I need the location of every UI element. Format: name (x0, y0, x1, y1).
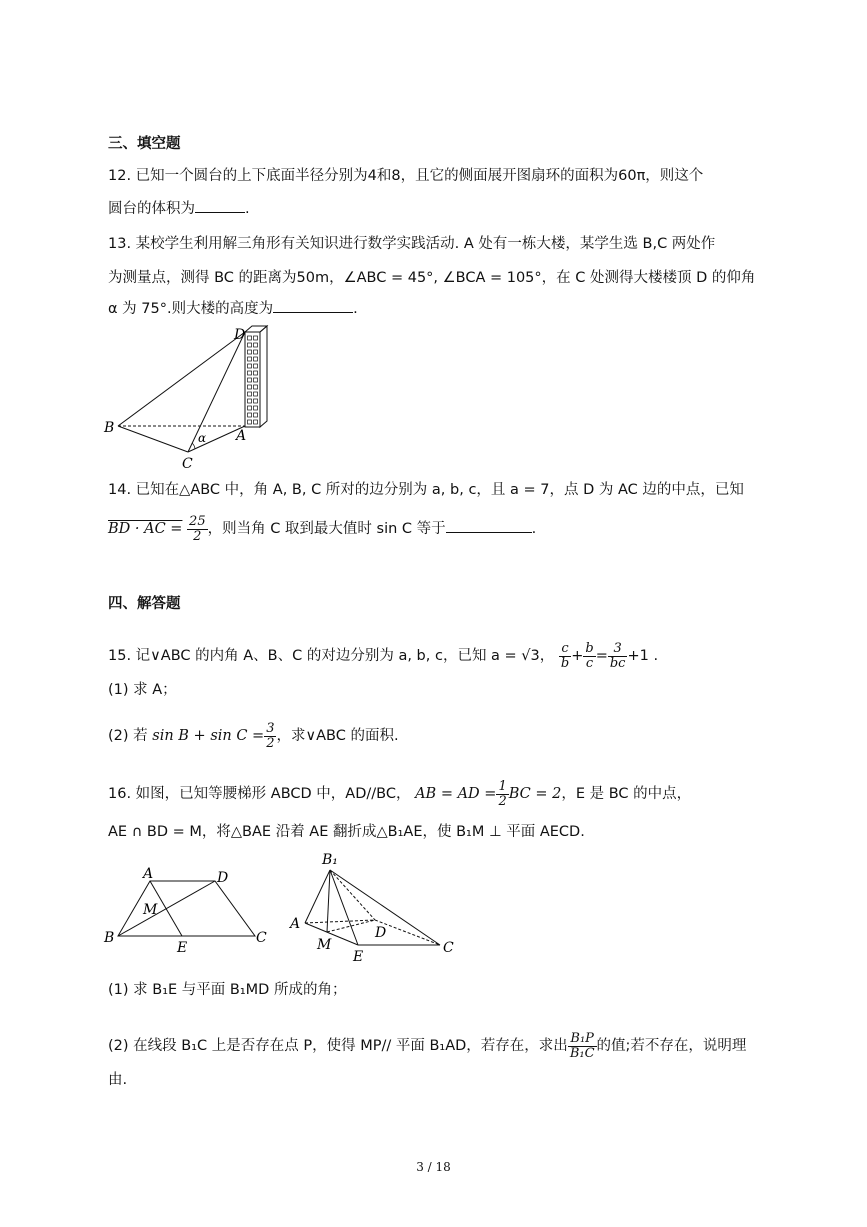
line-AE (305, 923, 358, 945)
building-window (248, 336, 252, 340)
building-window (254, 406, 258, 410)
plus-one: +1 (627, 648, 649, 664)
q16-part2-line2: 由. (108, 1072, 128, 1088)
label-D: D (217, 870, 229, 886)
page-number: 3 / 18 (416, 1160, 451, 1174)
building-window (248, 399, 252, 403)
fraction-numerator: 3 (608, 642, 628, 657)
figure-q16-trapezoid (100, 858, 275, 958)
building-window (248, 392, 252, 396)
label-B: B (104, 420, 115, 436)
q13-line3-end: . (353, 301, 358, 317)
building-window (254, 371, 258, 375)
line-B1M (327, 870, 330, 932)
fraction-denominator: b (560, 655, 570, 671)
q16-part2-prefix: (2) 在线段 B₁C 上是否存在点 P，使得 MP// 平面 B₁AD，若存在，求出 (108, 1038, 568, 1054)
q15-part1: (1) 求 A； (108, 682, 177, 698)
building-window (248, 406, 252, 410)
figure-q16-folded (280, 848, 470, 970)
building-window (248, 371, 252, 375)
building-window (248, 420, 252, 424)
building-window (248, 413, 252, 417)
q16-line1-expr2: BC = 2 (508, 786, 562, 802)
q12-line2 (108, 198, 250, 219)
plus-sign: + (571, 648, 584, 664)
q15-part2 (108, 718, 399, 754)
q16-part1: (1) 求 B₁E 与平面 B₁MD 所成的角； (108, 982, 347, 998)
answer-blank[interactable] (446, 518, 532, 533)
q16-line1-expr: AB = AD = (415, 786, 497, 802)
fraction-denominator: B₁C (569, 1045, 595, 1061)
q13-line3 (108, 298, 358, 319)
label-C: C (182, 456, 193, 472)
fraction-numerator: c (559, 642, 571, 657)
equals-sign: = (595, 648, 608, 664)
line-B1E (330, 870, 358, 945)
q15-part2-expr: sin B + sin C = (152, 728, 265, 744)
line-B1D (330, 870, 375, 920)
label-C: C (256, 930, 267, 946)
fraction-numerator: B₁P (568, 1032, 597, 1047)
q12-line2-end: . (245, 201, 250, 217)
section-title-solve: 四、解答题 (108, 596, 181, 612)
fraction-denominator: 2 (193, 528, 202, 544)
angle-alpha-arc (192, 443, 195, 449)
fraction-denominator: c (585, 655, 594, 671)
q14-line2-end: . (531, 521, 537, 537)
q16-part2-suffix: 的值;若不存在，说明理 (596, 1038, 747, 1054)
q13-line2: 为测量点，测得 BC 的距离为50m，∠ABC = 45°, ∠BCA = 105°，在 C 处测得大楼楼顶 D 的仰角 (108, 270, 756, 286)
q14-vector-expr: BD · AC = (108, 521, 183, 537)
fraction-3-2 (264, 722, 276, 751)
building-window (254, 385, 258, 389)
building-side (260, 326, 267, 427)
label-alpha: α (198, 431, 207, 445)
q16-line2: AE ∩ BD = M，将△BAE 沿着 AE 翻折成△B₁AE，使 B₁M ⊥ 平面 AECD. (108, 824, 585, 840)
q16-line1-suffix: ，E 是 BC 的中点， (561, 786, 692, 802)
q14-line2 (108, 510, 536, 548)
label-D: D (234, 327, 246, 343)
building-window (254, 399, 258, 403)
fraction-b-c (583, 642, 595, 671)
line-BD (118, 332, 245, 426)
fraction-c-b (559, 642, 571, 671)
fraction-numerator: 1 (498, 778, 507, 794)
building-window (248, 357, 252, 361)
q13-line1: 13. 某校学生利用解三角形有关知识进行数学实践活动. A 处有一栋大楼，某学生选 B,C 两处作 (108, 236, 716, 252)
building-window (254, 336, 258, 340)
building-window (254, 420, 258, 424)
fraction-B1P-B1C (568, 1032, 597, 1061)
q15-line1 (108, 638, 658, 674)
label-B1: B₁ (322, 852, 338, 868)
fraction-denominator: 2 (498, 793, 507, 809)
section-title-fill-blank: 三、填空题 (108, 136, 181, 152)
line-AD (305, 920, 375, 923)
answer-blank[interactable] (195, 198, 245, 213)
building-window (248, 385, 252, 389)
label-A: A (290, 916, 301, 932)
label-A: A (143, 866, 154, 882)
line-B1A (305, 870, 330, 923)
building-window (254, 364, 258, 368)
fraction-denominator: 2 (266, 735, 275, 751)
building-window (254, 343, 258, 347)
q14-line2-text: ，则当角 C 取到最大值时 sin C 等于 (207, 521, 446, 537)
trapezoid-ABCD (118, 881, 255, 936)
building-windows (248, 336, 258, 424)
fraction-1-2 (496, 780, 508, 809)
building-window (248, 343, 252, 347)
label-E: E (353, 949, 364, 965)
label-M: M (143, 902, 158, 918)
answer-blank[interactable] (273, 298, 353, 313)
label-A: A (236, 428, 247, 444)
label-D: D (375, 925, 387, 941)
building-window (254, 350, 258, 354)
fraction-numerator: 25 (189, 513, 206, 529)
q16-line1-text: 16. 如图，已知等腰梯形 ABCD 中，AD//BC， (108, 786, 411, 802)
fraction-numerator: b (585, 640, 594, 656)
fraction-25-2 (187, 515, 208, 544)
building-window (248, 364, 252, 368)
figure-q13 (100, 322, 280, 472)
building-window (248, 350, 252, 354)
fraction-3-bc (608, 642, 628, 671)
label-B: B (104, 930, 115, 946)
fraction-denominator: bc (609, 655, 626, 671)
building-window (248, 378, 252, 382)
label-M: M (317, 937, 332, 953)
q12-line1: 12. 已知一个圆台的上下底面半径分别为4和8，且它的侧面展开图扇环的面积为60π，则这个 (108, 168, 704, 184)
label-E: E (177, 940, 188, 956)
q12-line2-text: 圆台的体积为 (108, 201, 195, 217)
line-BD (118, 881, 215, 936)
building-window (254, 392, 258, 396)
q14-line1: 14. 已知在△ABC 中，角 A, B, C 所对的边分别为 a, b, c，且 a = 7，点 D 为 AC 边的中点，已知 (108, 482, 744, 498)
q16-line1 (108, 776, 691, 812)
building-window (254, 413, 258, 417)
q15-part2-prefix: (2) 若 (108, 728, 148, 744)
building-window (254, 357, 258, 361)
q15-part2-suffix: ，求∨ABC 的面积. (276, 728, 399, 744)
q15-text: 15. 记∨ABC 的内角 A、B、C 的对边分别为 a, b, c，已知 a = √3， (108, 648, 555, 664)
building-window (254, 378, 258, 382)
fraction-numerator: 3 (266, 720, 275, 736)
q13-line3-text: α 为 75°.则大楼的高度为 (108, 301, 274, 317)
label-C: C (443, 940, 454, 956)
q16-part2 (108, 1026, 746, 1066)
line-BC (118, 426, 188, 452)
q15-end: . (653, 648, 659, 664)
